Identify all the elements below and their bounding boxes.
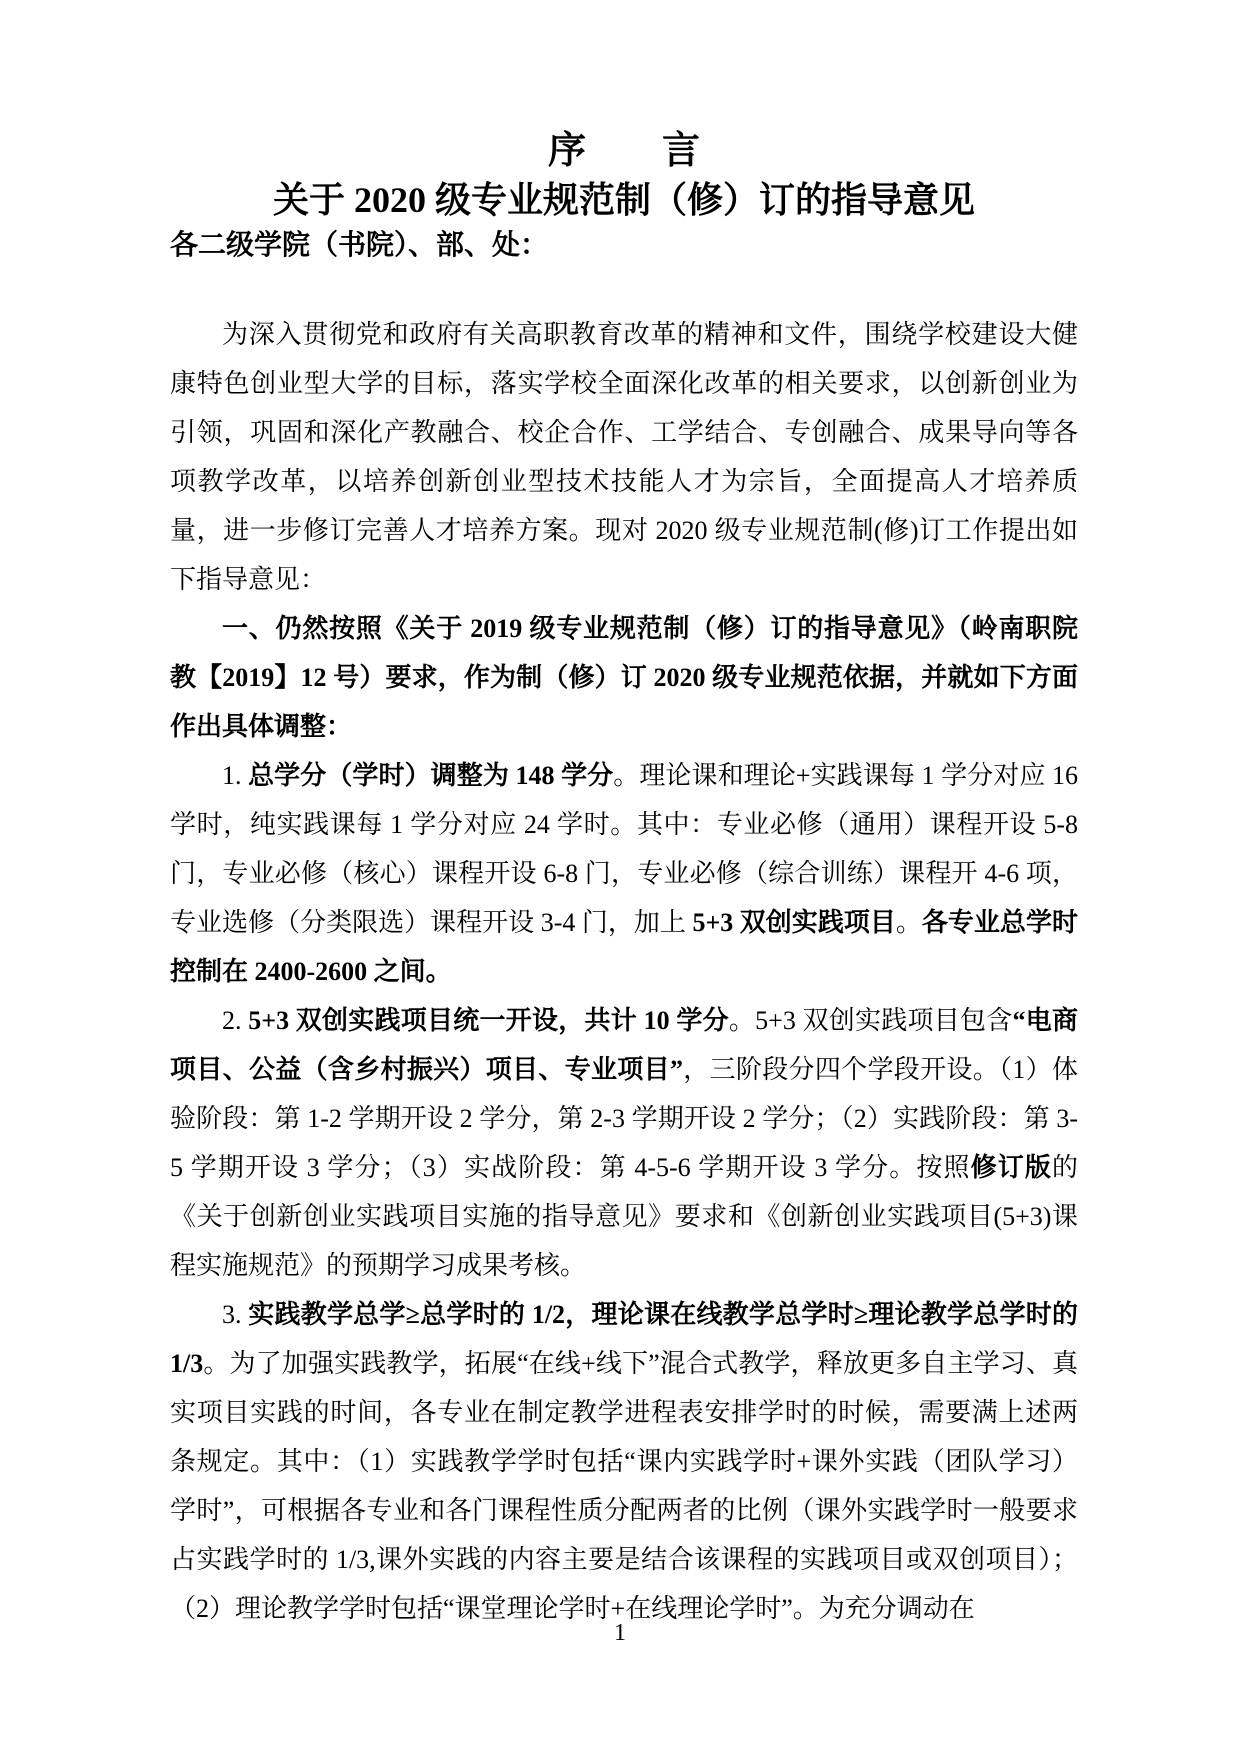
text-run: 的《关于创新创业实践项目实施的指导意见》要求和《创新创业实践项目(5+3)课程实施规范》的预期学习成果考核。 — [170, 1153, 1078, 1280]
document-subtitle: 关于 2020 级专业规范制（修）订的指导意见 — [272, 180, 975, 220]
page-number: 1 — [614, 1620, 626, 1646]
text-run-bold: “电商项目、公益（含乡村振兴）项目、专业项目” — [170, 1006, 1078, 1084]
text-run: 为深入贯彻党和政府有关高职教育改革的精神和文件，围绕学校建设大健康特色创业型大学的目标，落实学校全面深化改革的相关要求，以创新创业为引领，巩固和深化产教融合、校企合作、工学结合、专创融合、成果导向等各项教学改革，以培养创新创业型技术技能人才为宗旨，全面提高人才培养质量，进一步修订完善人才培养方案。现对 2020 级专业规范制(修)订工作提出如下指导意见： — [170, 320, 1078, 594]
text-run: 3. — [222, 1300, 249, 1329]
text-run-bold: 一、仍然按照《关于 2019 级专业规范制（修）订的指导意见》（岭南职院教【2019】12 号）要求，作为制（修）订 2020 级专业规范依据，并就如下方面作出具体调整： — [170, 614, 1078, 741]
paragraph-item-3 — [170, 1290, 1078, 1633]
text-run: 。5+3 双创实践项目包含 — [728, 1006, 1013, 1035]
document-title: 序 言 — [547, 130, 700, 172]
text-run-bold: 修订版 — [970, 1153, 1052, 1182]
paragraph-item-2 — [170, 996, 1078, 1290]
document-body — [170, 310, 1078, 1633]
text-run-bold: 5+3 双创实践项目统一开设，共计 10 学分 — [248, 1006, 729, 1035]
text-run-bold: 总学分（学时）调整为 148 学分 — [248, 761, 614, 790]
salutation-line: 各二级学院（书院）、部、处： — [170, 230, 549, 261]
paragraph-section-1 — [170, 604, 1078, 751]
text-run: 。 — [895, 908, 922, 937]
text-run: 1. — [222, 761, 249, 790]
document-content — [170, 126, 1078, 1633]
text-run: ，三阶段分四个学段开设。（1）体验阶段：第 1-2 学期开设 2 学分，第 2-3 学期开设 2 学分；（2）实践阶段：第 3-5 学期开设 3 学分；（3）实战阶段：第 4-5-6 学期开设 3 学分。按照 — [170, 1055, 1078, 1182]
paragraph-item-1 — [170, 751, 1078, 996]
text-run: 。理论课和理论+实践课每 1 学分对应 16 学时，纯实践课每 1 学分对应 24 学时。其中：专业必修（通用）课程开设 5-8 门，专业必修（核心）课程开设 6-8 门，专业必修（综合训练）课程开 4-6 项，专业选修（分类限选）课程开设 3-4 门，加上 — [170, 761, 1079, 937]
text-run-bold: 各专业总学时控制在 2400-2600 之间。 — [170, 908, 1078, 986]
text-run: 。为了加强实践教学，拓展“在线+线下”混合式教学，释放更多自主学习、真实项目实践的时间，各专业在制定教学进程表安排学时的时候，需要满上述两条规定。其中：（1）实践教学学时包括“课内实践学时+课外实践（团队学习）学时”，可根据各专业和各门课程性质分配两者的比例（课外实践学时一般要求占实践学时的 1/3,课外实践的内容主要是结合该课程的实践项目或双创项目）；（2）理论教学学时包括“课堂理论学时+在线理论学时”。为充分调动在 — [170, 1349, 1078, 1623]
text-run-bold: 实践教学总学≥总学时的 1/2，理论课在线教学总学时≥理论教学总学时的 1/3 — [170, 1300, 1078, 1378]
text-run-bold: 5+3 双创实践项目 — [692, 908, 896, 937]
paragraph-intro — [170, 310, 1078, 604]
text-run: 2. — [222, 1006, 249, 1035]
